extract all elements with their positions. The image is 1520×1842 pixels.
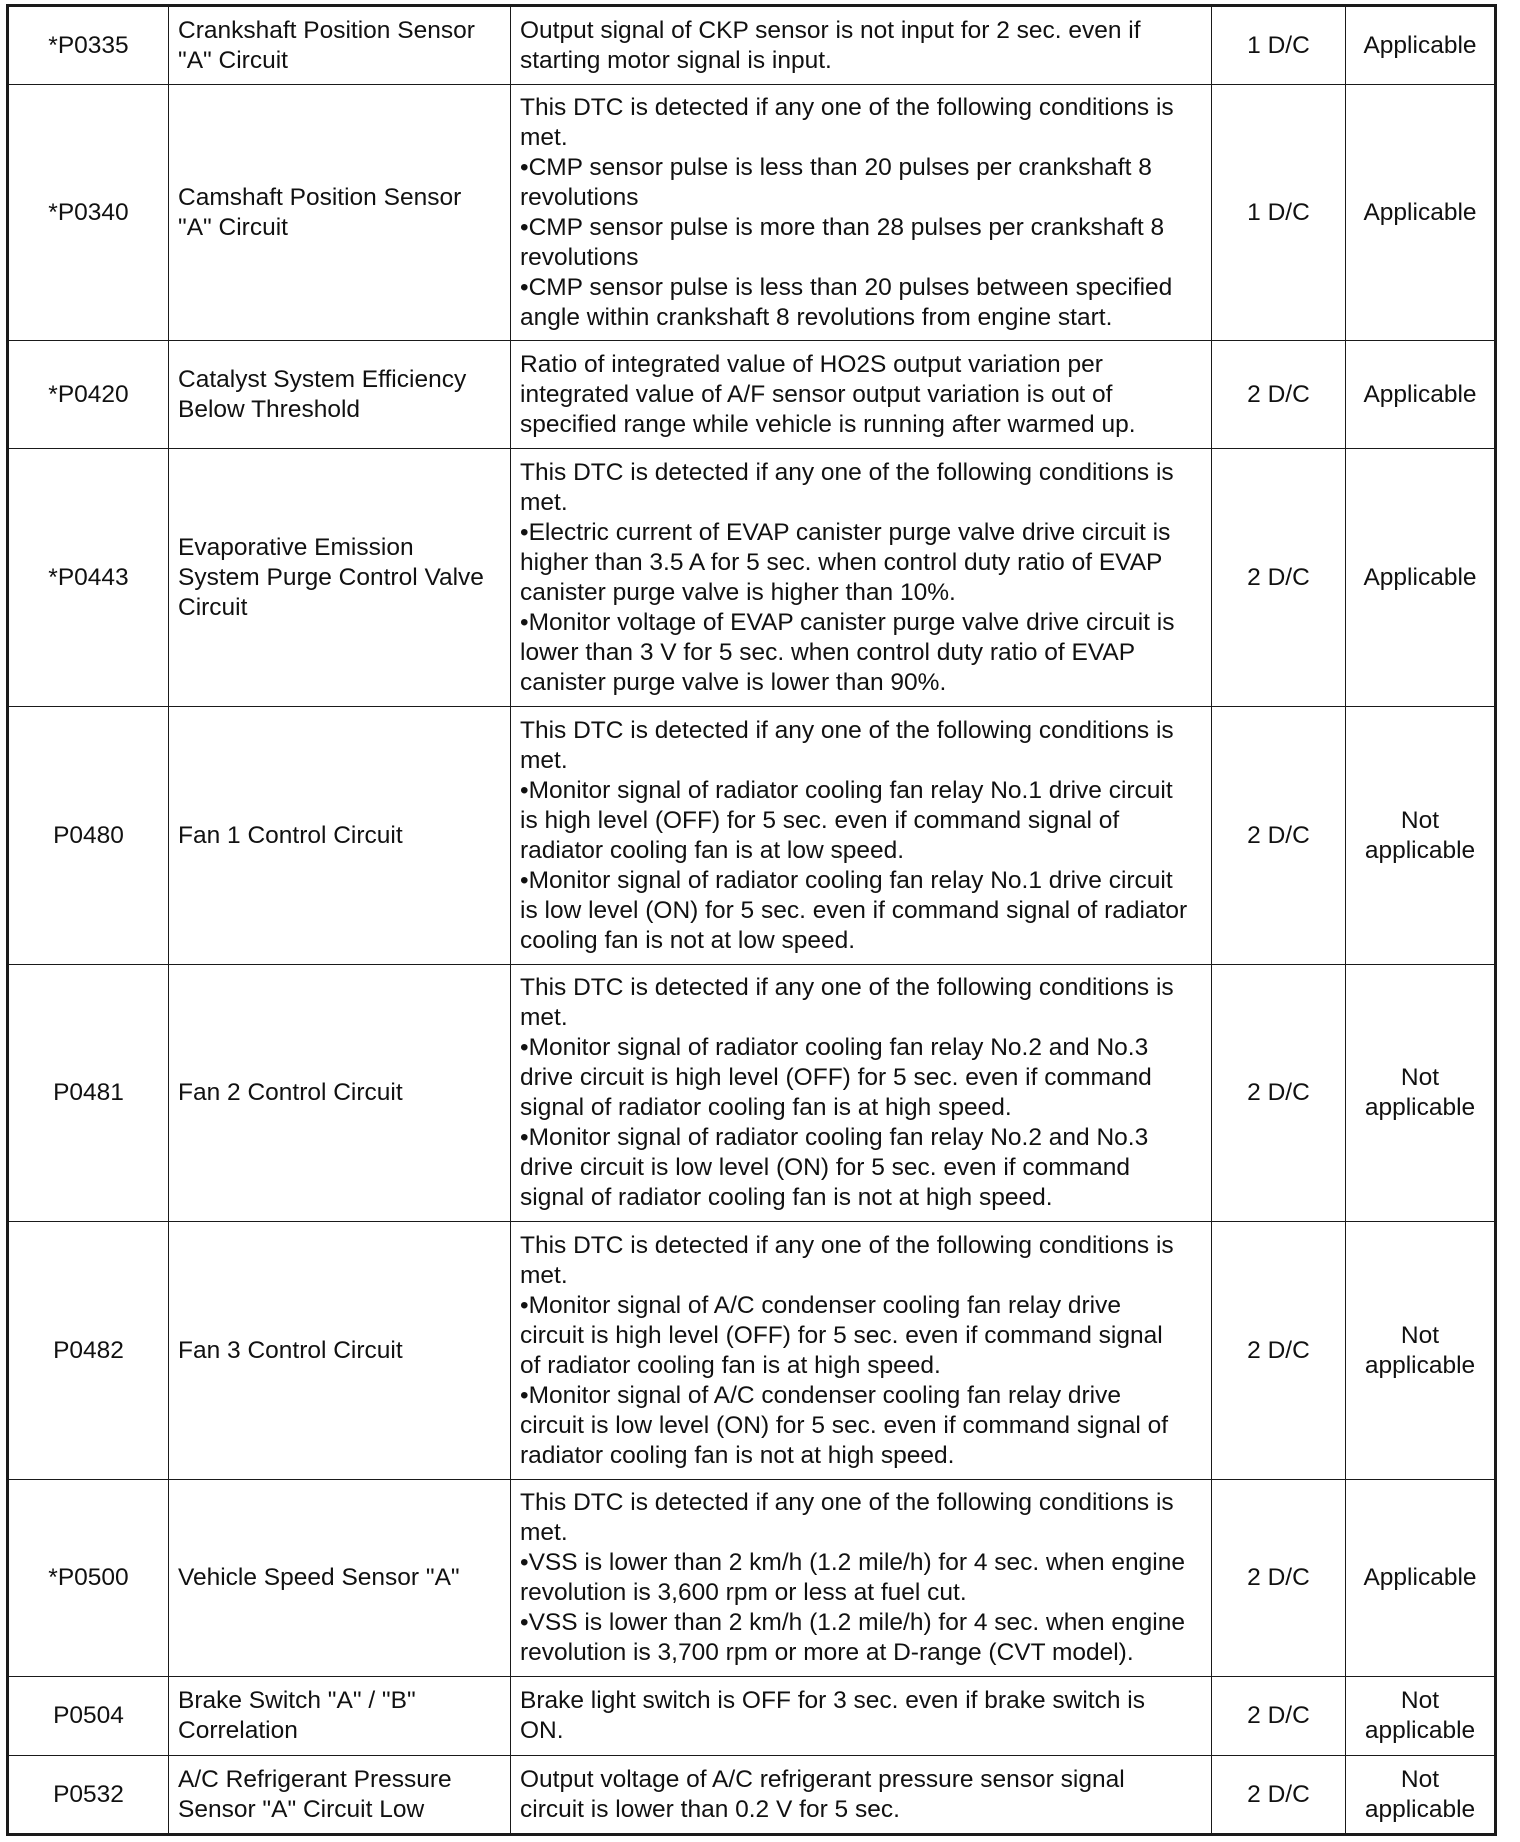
detecting-condition-line: •Electric current of EVAP canister purge valve drive circuit is	[520, 518, 1171, 546]
detecting-condition-line: revolution is 3,600 rpm or less at fuel cut.	[520, 1579, 967, 1606]
mil-cell	[1346, 449, 1496, 707]
mil-line: applicable	[1364, 1351, 1476, 1379]
detecting-condition-line: met.	[520, 1261, 568, 1289]
dtc-code-cell: P0482	[8, 1222, 169, 1480]
detected-item-line: "A" Circuit	[178, 213, 288, 241]
detected-item-line: Vehicle Speed Sensor "A"	[178, 1564, 460, 1591]
detection-logic-cell: 2 D/C	[1212, 449, 1346, 707]
detecting-condition-cell	[511, 707, 1212, 965]
detection-logic-cell: 2 D/C	[1212, 341, 1346, 449]
mil-cell	[1346, 85, 1496, 341]
detected-item-cell	[169, 85, 511, 341]
table-row	[8, 1480, 1496, 1677]
detecting-condition-cell	[511, 449, 1212, 707]
dtc-code-cell: P0504	[8, 1677, 169, 1756]
detecting-condition-line: •Monitor voltage of EVAP canister purge valve drive circuit is	[520, 608, 1175, 636]
mil-cell	[1346, 1480, 1496, 1677]
detecting-condition-line: lower than 3 V for 5 sec. when control duty ratio of EVAP	[520, 638, 1136, 666]
detecting-condition-line: signal of radiator cooling fan is at high speed.	[520, 1094, 1012, 1121]
table-row	[8, 85, 1496, 341]
detecting-condition-line: This DTC is detected if any one of the following conditions is	[520, 93, 1174, 121]
detecting-condition-line: drive circuit is low level (ON) for 5 sec. even if command	[520, 1154, 1130, 1181]
mil-line: Applicable	[1363, 31, 1477, 59]
dtc-code-cell: *P0340	[8, 85, 169, 341]
detecting-condition-line: signal of radiator cooling fan is not at high speed.	[520, 1184, 1053, 1211]
detection-logic-cell: 2 D/C	[1212, 965, 1346, 1222]
detection-logic-cell: 2 D/C	[1212, 1756, 1346, 1835]
detecting-condition-line: This DTC is detected if any one of the following conditions is	[520, 1489, 1174, 1516]
table-row	[8, 1677, 1496, 1756]
detecting-condition-line: Output voltage of A/C refrigerant pressure sensor signal	[520, 1765, 1125, 1793]
detected-item-cell	[169, 1756, 511, 1835]
detected-item-line: Fan 1 Control Circuit	[178, 821, 403, 849]
mil-line: Not	[1400, 1765, 1440, 1793]
detected-item-line: Sensor "A" Circuit Low	[178, 1795, 425, 1823]
mil-cell	[1346, 1222, 1496, 1480]
detecting-condition-line: angle within crankshaft 8 revolutions from engine start.	[520, 303, 1113, 331]
mil-line: Not	[1400, 1321, 1440, 1349]
detecting-condition-line: integrated value of A/F sensor output variation is out of	[520, 380, 1113, 408]
mil-cell	[1346, 707, 1496, 965]
table-row	[8, 965, 1496, 1222]
detecting-condition-line: •VSS is lower than 2 km/h (1.2 mile/h) for 4 sec. when engine	[520, 1609, 1185, 1636]
detecting-condition-line: specified range while vehicle is running after warmed up.	[520, 410, 1136, 438]
dtc-code-cell: *P0500	[8, 1480, 169, 1677]
detecting-condition-line: met.	[520, 123, 568, 151]
detecting-condition-line: Ratio of integrated value of HO2S output variation per	[520, 350, 1103, 378]
detecting-condition-line: •Monitor signal of radiator cooling fan relay No.1 drive circuit	[520, 776, 1173, 804]
mil-line: applicable	[1364, 1717, 1476, 1744]
detection-logic-cell: 2 D/C	[1212, 707, 1346, 965]
mil-line: Applicable	[1363, 1564, 1477, 1591]
detected-item-cell	[169, 1677, 511, 1756]
detected-item-line: Evaporative Emission	[178, 533, 414, 561]
detecting-condition-line: canister purge valve is higher than 10%.	[520, 578, 956, 606]
mil-line: Not	[1400, 1687, 1440, 1714]
detected-item-cell	[169, 449, 511, 707]
detection-logic-cell: 2 D/C	[1212, 1480, 1346, 1677]
detected-item-line: System Purge Control Valve	[178, 563, 484, 591]
detected-item-line: Circuit	[178, 593, 248, 621]
detecting-condition-line: revolution is 3,700 rpm or more at D-range (CVT model).	[520, 1639, 1134, 1666]
mil-line: Not	[1400, 806, 1440, 834]
detecting-condition-line: •CMP sensor pulse is less than 20 pulses between specified	[520, 273, 1173, 301]
table-row	[8, 1222, 1496, 1480]
detected-item-line: Crankshaft Position Sensor	[178, 16, 475, 44]
mil-line: Applicable	[1363, 198, 1477, 226]
detected-item-line: Correlation	[178, 1717, 298, 1744]
detecting-condition-line: revolutions	[520, 183, 639, 211]
detecting-condition-line: of radiator cooling fan is at high speed.	[520, 1351, 941, 1379]
detecting-condition-line: is low level (ON) for 5 sec. even if command signal of radiator	[520, 896, 1188, 924]
dtc-code-cell: *P0443	[8, 449, 169, 707]
detected-item-cell	[169, 707, 511, 965]
mil-line: Not	[1400, 1064, 1440, 1091]
detecting-condition-line: cooling fan is not at low speed.	[520, 926, 856, 954]
detected-item-line: Camshaft Position Sensor	[178, 183, 462, 211]
detecting-condition-line: circuit is lower than 0.2 V for 5 sec.	[520, 1795, 900, 1823]
detected-item-line: Catalyst System Efficiency	[178, 365, 467, 393]
detecting-condition-line: revolutions	[520, 243, 639, 271]
mil-cell	[1346, 1677, 1496, 1756]
detected-item-cell	[169, 341, 511, 449]
mil-line: Applicable	[1363, 380, 1477, 408]
detecting-condition-cell	[511, 341, 1212, 449]
detecting-condition-line: ON.	[520, 1717, 564, 1744]
detection-logic-cell: 1 D/C	[1212, 85, 1346, 341]
detecting-condition-line: met.	[520, 746, 568, 774]
detected-item-line: Brake Switch "A" / "B"	[178, 1687, 416, 1714]
mil-cell	[1346, 6, 1496, 85]
detecting-condition-cell	[511, 1677, 1212, 1756]
detecting-condition-cell	[511, 1756, 1212, 1835]
detected-item-cell	[169, 965, 511, 1222]
detecting-condition-line: circuit is high level (OFF) for 5 sec. even if command signal	[520, 1321, 1163, 1349]
detecting-condition-line: met.	[520, 488, 568, 516]
detecting-condition-line: •CMP sensor pulse is more than 28 pulses per crankshaft 8	[520, 213, 1165, 241]
mil-line: applicable	[1364, 836, 1476, 864]
table-row	[8, 1756, 1496, 1835]
detecting-condition-line: •Monitor signal of A/C condenser cooling fan relay drive	[520, 1381, 1121, 1409]
detected-item-line: "A" Circuit	[178, 46, 288, 74]
table-row	[8, 341, 1496, 449]
detecting-condition-line: •Monitor signal of radiator cooling fan relay No.2 and No.3	[520, 1034, 1149, 1061]
detecting-condition-line: higher than 3.5 A for 5 sec. when control duty ratio of EVAP	[520, 548, 1163, 576]
dtc-code-cell: P0481	[8, 965, 169, 1222]
detecting-condition-line: starting motor signal is input.	[520, 46, 832, 74]
detected-item-line: A/C Refrigerant Pressure	[178, 1765, 452, 1793]
table-row	[8, 707, 1496, 965]
detecting-condition-cell	[511, 85, 1212, 341]
detecting-condition-cell	[511, 965, 1212, 1222]
detecting-condition-line: •CMP sensor pulse is less than 20 pulses per crankshaft 8	[520, 153, 1152, 181]
dtc-code-cell: P0480	[8, 707, 169, 965]
detecting-condition-line: •Monitor signal of radiator cooling fan relay No.2 and No.3	[520, 1124, 1149, 1151]
detecting-condition-line: This DTC is detected if any one of the following conditions is	[520, 1231, 1174, 1259]
detecting-condition-line: Brake light switch is OFF for 3 sec. even if brake switch is	[520, 1687, 1145, 1714]
detected-item-cell	[169, 6, 511, 85]
detected-item-cell	[169, 1222, 511, 1480]
detecting-condition-line: circuit is low level (ON) for 5 sec. even if command signal of	[520, 1411, 1169, 1439]
dtc-table	[6, 4, 1497, 1836]
mil-line: applicable	[1364, 1795, 1476, 1823]
detection-logic-cell: 2 D/C	[1212, 1222, 1346, 1480]
dtc-code-cell: *P0420	[8, 341, 169, 449]
detecting-condition-cell	[511, 1222, 1212, 1480]
detected-item-line: Below Threshold	[178, 395, 361, 423]
dtc-code-cell: *P0335	[8, 6, 169, 85]
dtc-code-cell: P0532	[8, 1756, 169, 1835]
detection-logic-cell: 2 D/C	[1212, 1677, 1346, 1756]
detecting-condition-line: drive circuit is high level (OFF) for 5 sec. even if command	[520, 1064, 1152, 1091]
dtc-table-body	[8, 6, 1496, 1835]
mil-cell	[1346, 341, 1496, 449]
detecting-condition-line: canister purge valve is lower than 90%.	[520, 668, 947, 696]
detecting-condition-line: •Monitor signal of A/C condenser cooling fan relay drive	[520, 1291, 1121, 1319]
detecting-condition-line: This DTC is detected if any one of the following conditions is	[520, 974, 1174, 1001]
detecting-condition-line: •VSS is lower than 2 km/h (1.2 mile/h) for 4 sec. when engine	[520, 1549, 1185, 1576]
detecting-condition-line: radiator cooling fan is not at high speed.	[520, 1441, 955, 1469]
table-row	[8, 449, 1496, 707]
detection-logic-cell: 1 D/C	[1212, 6, 1346, 85]
detecting-condition-line: is high level (OFF) for 5 sec. even if command signal of	[520, 806, 1120, 834]
detecting-condition-line: This DTC is detected if any one of the following conditions is	[520, 716, 1174, 744]
detected-item-line: Fan 2 Control Circuit	[178, 1079, 403, 1106]
mil-cell	[1346, 1756, 1496, 1835]
detecting-condition-cell	[511, 6, 1212, 85]
detecting-condition-line: met.	[520, 1004, 568, 1031]
detecting-condition-line: This DTC is detected if any one of the following conditions is	[520, 458, 1174, 486]
table-row	[8, 6, 1496, 85]
detected-item-line: Fan 3 Control Circuit	[178, 1336, 403, 1364]
mil-line: Applicable	[1363, 563, 1477, 591]
detecting-condition-line: met.	[520, 1519, 568, 1546]
mil-cell	[1346, 965, 1496, 1222]
detecting-condition-line: Output signal of CKP sensor is not input for 2 sec. even if	[520, 16, 1141, 44]
mil-line: applicable	[1364, 1094, 1476, 1121]
detected-item-cell	[169, 1480, 511, 1677]
detecting-condition-line: •Monitor signal of radiator cooling fan relay No.1 drive circuit	[520, 866, 1173, 894]
detecting-condition-line: radiator cooling fan is at low speed.	[520, 836, 905, 864]
detecting-condition-cell	[511, 1480, 1212, 1677]
